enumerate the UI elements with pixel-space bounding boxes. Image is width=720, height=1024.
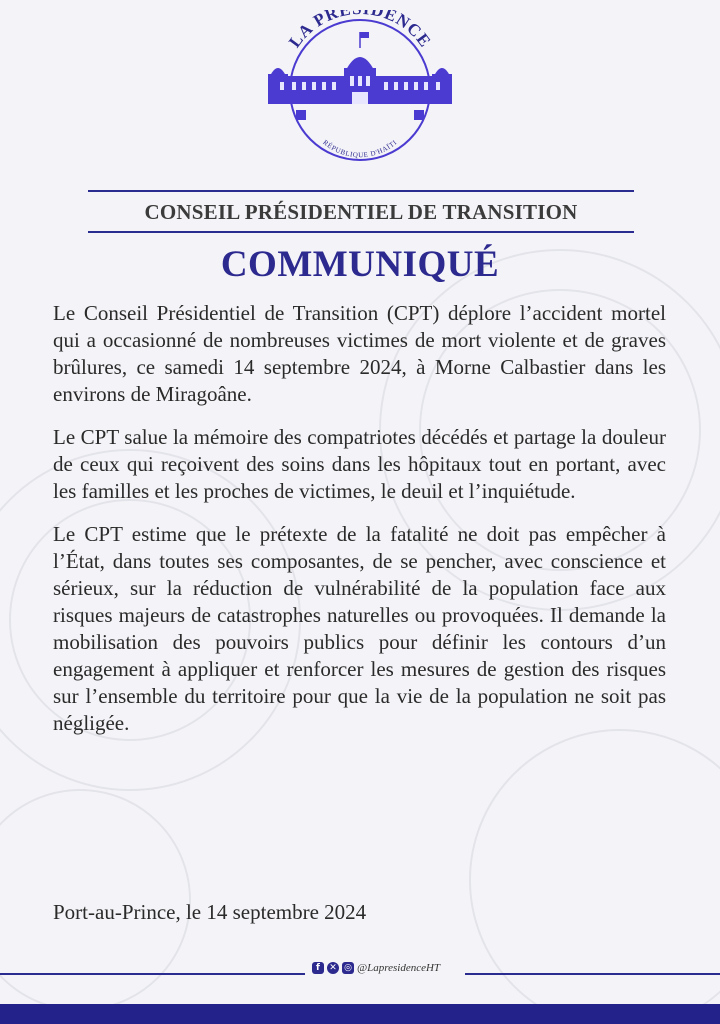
- paragraph-3: Le CPT estime que le prétexte de la fatalité ne doit pas empêcher à l’État, dans toutes ses composantes, de se pencher, avec conscience et sérieux, sur la réduction de vulnérabilité de la population face aux risques majeurs de catastrophes naturelles ou provoquées. Il demande la mobilisation des pouvoirs publics pour définir les contours d’un engagement à appliquer et renforcer les mesures de gestion des risques sur l’ensemble du territoire pour que la vie de la population ne soit pas négligée.: [53, 522, 666, 735]
- instagram-icon[interactable]: ◎: [342, 962, 354, 974]
- footer-social: [312, 959, 440, 977]
- svg-text:RÉPUBLIQUE D'HAÏTI: [321, 138, 398, 159]
- social-handle[interactable]: @LapresidenceHT: [357, 962, 441, 974]
- logo-arc-text: LA PR DENCE: [285, 10, 435, 52]
- header-block: [88, 190, 634, 233]
- facebook-icon[interactable]: f: [312, 962, 324, 974]
- paragraph-2: Le CPT salue la mémoire des compatriotes décédés et partage la douleur de ceux qui reçoivent des soins dans les hôpitaux tout en portant, avec les familles et les proches de victimes, le deuil et l’inquiétude.: [53, 425, 666, 503]
- bottom-color-bar: [0, 1004, 720, 1024]
- dateline: Port-au-Prince, le 14 septembre 2024: [53, 900, 367, 924]
- logo-sub-text: RÉPUBLIQUE D'HAÏTI: [321, 138, 399, 160]
- paragraph-1: Le Conseil Présidentiel de Transition (CPT) déplore l’accident mortel qui a occasionné de nombreuses victimes de mort violente et de graves brûlures, ce samedi 14 septembre 2024, à Morne Calbastier dans les environs de Miragoâne.: [53, 301, 666, 406]
- council-title: CONSEIL PRÉSIDENTIEL DE TRANSITION: [144, 200, 578, 224]
- x-icon[interactable]: ✕: [327, 962, 339, 974]
- document-title: COMMUNIQUÉ: [220, 244, 500, 285]
- header-bottom-rule: [88, 231, 634, 233]
- communique-body: [53, 300, 666, 753]
- presidence-logo: [256, 10, 464, 170]
